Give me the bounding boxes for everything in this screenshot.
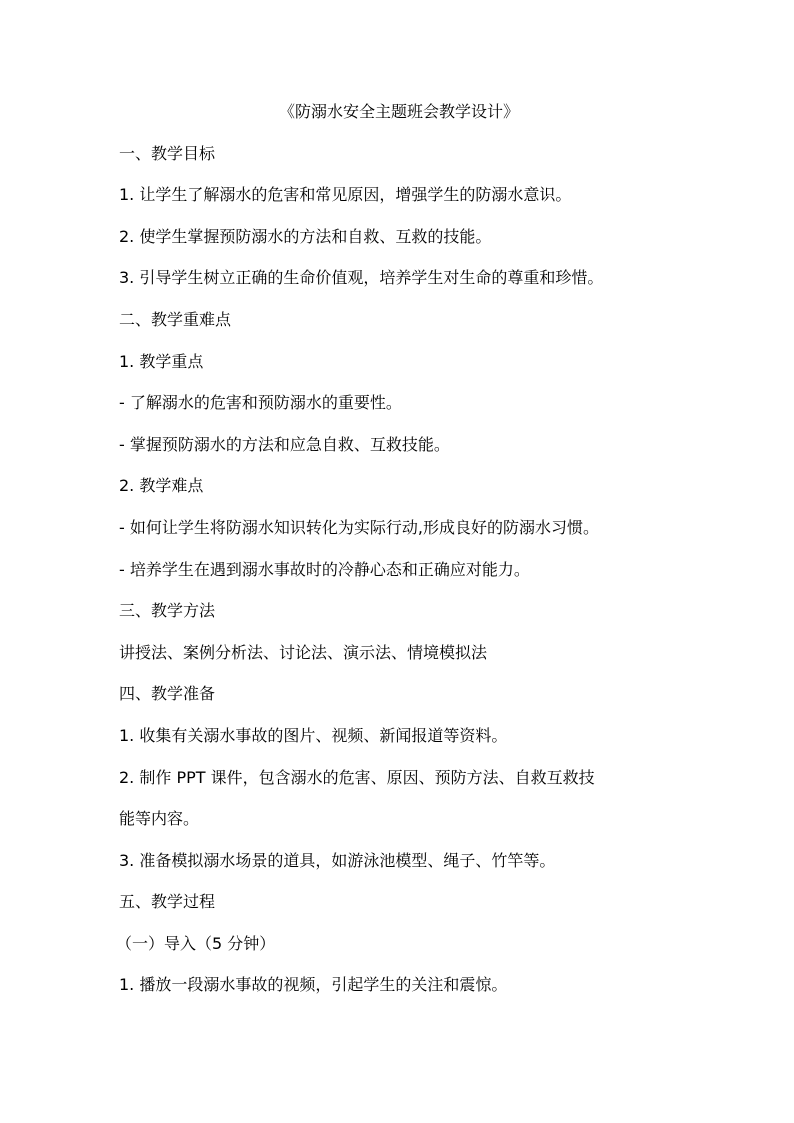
paragraph: 2. 制作 PPT 课件，包含溺水的危害、原因、预防方法、自救互救技: [119, 767, 595, 787]
paragraph: 讲授法、案例分析法、讨论法、演示法、情境模拟法: [119, 642, 488, 662]
paragraph: 2. 使学生掌握预防溺水的方法和自救、互救的技能。: [119, 226, 492, 246]
paragraph: 1. 让学生了解溺水的危害和常见原因，增强学生的防溺水意识。: [119, 185, 572, 205]
subheading: 1. 教学重点: [119, 351, 204, 371]
subheading: 2. 教学难点: [119, 476, 204, 496]
bullet-item: - 了解溺水的危害和预防溺水的重要性。: [119, 393, 402, 413]
section-heading-objectives: 一、教学目标: [119, 143, 216, 163]
section-heading-preparation: 四、教学准备: [119, 684, 216, 704]
section-heading-process: 五、教学过程: [119, 892, 216, 912]
section-heading-methods: 三、教学方法: [119, 601, 216, 621]
bullet-item: - 如何让学生将防溺水知识转化为实际行动,形成良好的防溺水习惯。: [119, 517, 599, 537]
section-heading-key-points: 二、教学重难点: [119, 309, 232, 329]
paragraph: 1. 收集有关溺水事故的图片、视频、新闻报道等资料。: [119, 725, 508, 745]
paragraph-continuation: 能等内容。: [119, 809, 200, 829]
paragraph: 3. 引导学生树立正确的生命价值观，培养学生对生命的尊重和珍惜。: [119, 268, 604, 288]
document-body: [116, 102, 684, 1017]
bullet-item: - 掌握预防溺水的方法和应急自救、互救技能。: [119, 434, 450, 454]
document-title: 《防溺水安全主题班会教学设计》: [278, 102, 519, 121]
bullet-item: - 培养学生在遇到溺水事故时的冷静心态和正确应对能力。: [119, 559, 530, 579]
paragraph: 1. 播放一段溺水事故的视频，引起学生的关注和震惊。: [119, 975, 508, 995]
subheading: （一）导入（5 分钟）: [116, 933, 276, 953]
paragraph: 3. 准备模拟溺水场景的道具，如游泳池模型、绳子、竹竿等。: [119, 850, 556, 870]
